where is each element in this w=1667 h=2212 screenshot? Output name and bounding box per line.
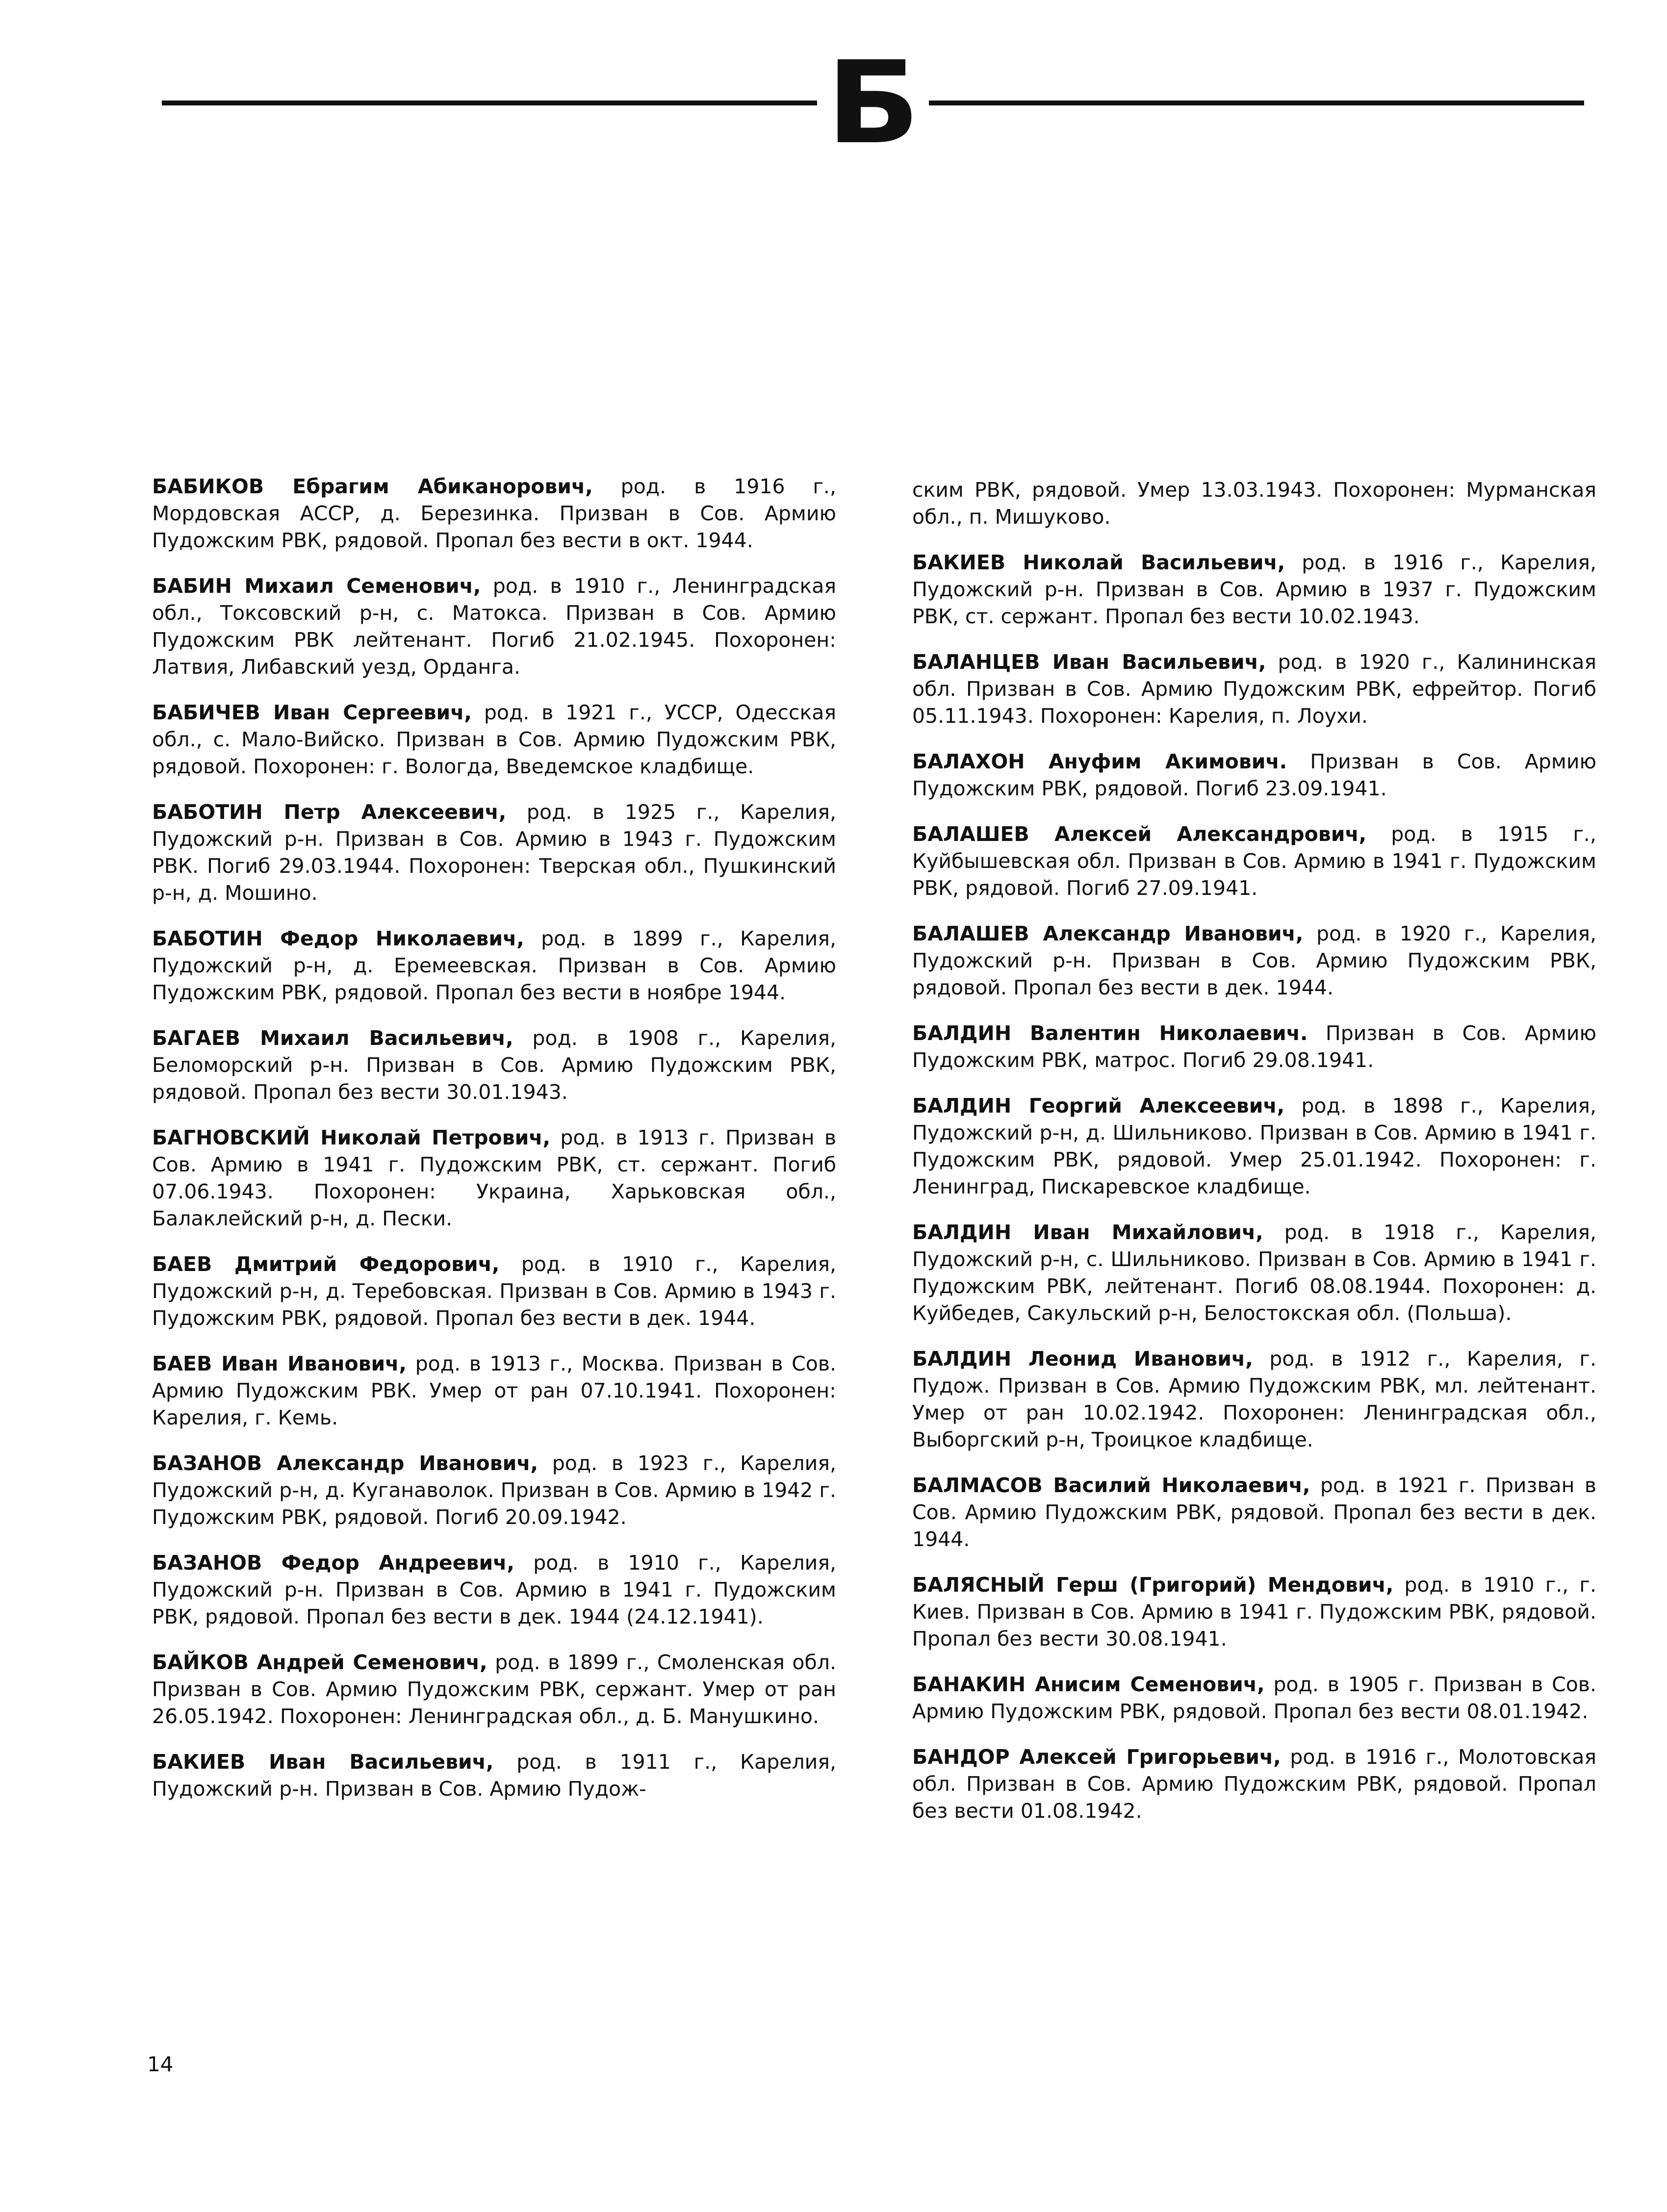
entry-name: БАБИН Михаил Семенович, <box>152 574 481 598</box>
entry <box>912 1472 1596 1553</box>
entry-name: БАЛАНЦЕВ Иван Васильевич, <box>912 650 1266 674</box>
entry <box>912 920 1596 1001</box>
entry <box>912 821 1596 902</box>
entry-name: БАЗАНОВ Александр Иванович, <box>152 1451 539 1475</box>
entry <box>152 699 836 780</box>
entry-text: род. в 1908 г., Карелия, Беломорский р-н. Призван в Сов. Армию Пудожским РВК, рядовой. Пропал без вести 30.01.1943. <box>152 1026 836 1104</box>
entry-name: БАБИЧЕВ Иван Сергеевич, <box>152 701 472 724</box>
entry-name: БАЛДИН Иван Михайлович, <box>912 1220 1263 1244</box>
entry-text: род. в 1913 г., Москва. Призван в Сов. Армию Пудожским РВК. Умер от ран 07.10.1941. Похоронен: Карелия, г. Кемь. <box>152 1352 837 1429</box>
entry-text: род. в 1910 г., Ленинградская обл., Токсовский р-н, с. Матокса. Призван в Сов. Армию Пудожским РВК лейтенант. Погиб 21.02.1945. Похоронен: Латвия, Либавский уезд, Орданга. <box>152 574 836 679</box>
entry-name: БАЛАШЕВ Алексей Александрович, <box>912 822 1367 846</box>
entry-text: род. в 1921 г. Призван в Сов. Армию Пудожским РВК, рядовой. Пропал без вести в дек. 1944. <box>912 1474 1597 1551</box>
entry-name: БАЛАХОН Ануфим Акимович. <box>912 750 1287 773</box>
entry <box>912 1671 1596 1725</box>
entry <box>152 1450 836 1531</box>
entry-text: род. в 1910 г., Карелия, Пудожский р-н, д. Теребовская. Призван в Сов. Армию в 1943 г. Пудожским РВК, рядовой. Пропал без вести в дек. 1944. <box>152 1252 836 1330</box>
header-rule-left <box>162 101 817 105</box>
entry-name: БАЕВ Дмитрий Федорович, <box>152 1252 500 1276</box>
entry-text: Призван в Сов. Армию Пудожским РВК, рядовой. Погиб 23.09.1941. <box>912 750 1596 800</box>
header-rule-right <box>929 101 1584 105</box>
left-column <box>152 473 836 1821</box>
entry-name: БАНДОР Алексей Григорьевич, <box>912 1745 1281 1769</box>
entry-text: род. в 1920 г., Калининская обл. Призван в Сов. Армию Пудожским РВК, ефрейтор. Погиб 05.11.1943. Похоронен: Карелия, п. Лоухи. <box>912 650 1596 728</box>
section-letter: Б <box>826 37 920 169</box>
entry <box>152 1025 836 1106</box>
entry <box>152 799 836 907</box>
page-number: 14 <box>147 2052 174 2076</box>
entry-text: род. в 1905 г. Призван в Сов. Армию Пудожским РВК, рядовой. Пропал без вести 08.01.1942. <box>912 1673 1596 1723</box>
entry-name: БАЙКОВ Андрей Семенович, <box>152 1651 487 1674</box>
entry <box>912 549 1596 630</box>
entry-name: БАКИЕВ Иван Васильевич, <box>152 1750 494 1774</box>
entry-text: род. в 1911 г., Карелия, Пудожский р-н. Призван в Сов. Армию Пудож- <box>152 1750 836 1801</box>
entry-text: род. в 1912 г., Карелия, г. Пудож. Призван в Сов. Армию Пудожским РВК, мл. лейтенант. Умер от ран 10.02.1942. Похоронен: Ленинградская обл., Выборгский р-н, Троицкое кладбище. <box>912 1347 1596 1451</box>
entry-continuation: ским РВК, рядовой. Умер 13.03.1943. Похоронен: Мурманская обл., п. Мишуково. <box>912 478 1596 529</box>
entry-text: род. в 1916 г., Молотовская обл. Призван в Сов. Армию Пудожским РВК, рядовой. Пропал без вести 01.08.1942. <box>912 1745 1596 1823</box>
entry <box>912 1093 1596 1200</box>
entry-text: род. в 1910 г., Карелия, Пудожский р-н. Призван в Сов. Армию в 1941 г. Пудожским РВК, рядовой. Пропал без вести в дек. 1944 (24.12.1941). <box>152 1551 836 1628</box>
entry-name: БАЛАШЕВ Александр Иванович, <box>912 922 1304 945</box>
entry <box>152 1251 836 1332</box>
entry <box>912 1219 1596 1327</box>
entry-name: БАЛМАСОВ Василий Николаевич, <box>912 1474 1310 1497</box>
entry <box>152 573 836 681</box>
entry-text: род. в 1916 г., Мордовская АССР, д. Березинка. Призван в Сов. Армию Пудожским РВК, рядовой. Пропал без вести в окт. 1944. <box>152 475 836 552</box>
section-header <box>162 37 1584 169</box>
entry-name: БАЗАНОВ Федор Андреевич, <box>152 1551 514 1575</box>
entry <box>152 925 836 1006</box>
entry-text: род. в 1916 г., Карелия, Пудожский р-н. Призван в Сов. Армию в 1937 г. Пудожским РВК, ст. сержант. Пропал без вести 10.02.1943. <box>912 551 1596 628</box>
entry <box>912 1572 1596 1653</box>
entry <box>152 1124 836 1232</box>
entry-name: БАЕВ Иван Иванович, <box>152 1352 407 1375</box>
entry-name: БАКИЕВ Николай Васильевич, <box>912 551 1285 574</box>
entry-text: род. в 1925 г., Карелия, Пудожский р-н. Призван в Сов. Армию в 1943 г. Пудожским РВК. Погиб 29.03.1944. Похоронен: Тверская обл., Пушкинский р-н, д. Мошино. <box>152 800 837 905</box>
entry-name: БАЛДИН Валентин Николаевич. <box>912 1021 1308 1045</box>
entry-name: БАЛДИН Георгий Алексеевич, <box>912 1094 1285 1118</box>
right-column <box>912 477 1596 1843</box>
entry-text: род. в 1915 г., Куйбышевская обл. Призван в Сов. Армию в 1941 г. Пудожским РВК, рядовой. Погиб 27.09.1941. <box>912 822 1596 900</box>
entry-text: род. в 1921 г., УССР, Одесская обл., с. Мало-Вийско. Призван в Сов. Армию Пудожским РВК, рядовой. Похоронен: г. Вологда, Введемское кладбище. <box>152 701 836 778</box>
entry-name: БАБОТИН Федор Николаевич, <box>152 927 524 950</box>
entry-text: род. в 1910 г., г. Киев. Призван в Сов. Армию в 1941 г. Пудожским РВК, рядовой. Пропал без вести 30.08.1941. <box>912 1573 1596 1651</box>
entry <box>912 649 1596 730</box>
entry-name: БАБОТИН Петр Алексеевич, <box>152 800 507 824</box>
entry <box>152 1749 836 1803</box>
entry <box>912 748 1596 802</box>
entry <box>912 1744 1596 1825</box>
entry-name: БАЛЯСНЫЙ Герш (Григорий) Мендович, <box>912 1573 1394 1597</box>
entry <box>152 1350 836 1431</box>
entry-name: БАНАКИН Анисим Семенович, <box>912 1673 1265 1696</box>
entry <box>152 1649 836 1730</box>
entry-text: род. в 1923 г., Карелия, Пудожский р-н, д. Куганаволок. Призван в Сов. Армию в 1942 г. Пудожским РВК, рядовой. Погиб 20.09.1942. <box>152 1451 837 1529</box>
entry-name: БАГАЕВ Михаил Васильевич, <box>152 1026 513 1050</box>
entry-text: род. в 1913 г. Призван в Сов. Армию в 1941 г. Пудожским РВК, ст. сержант. Погиб 07.06.1943. Похоронен: Украина, Харьковская обл., Балаклейский р-н, д. Пески. <box>152 1126 837 1230</box>
entry <box>152 473 836 554</box>
entry-text: род. в 1899 г., Смоленская обл. Призван в Сов. Армию Пудожским РВК, сержант. Умер от ран 26.05.1942. Похоронен: Ленинградская обл., д. Б. Манушкино. <box>152 1651 836 1728</box>
entry-text: Призван в Сов. Армию Пудожским РВК, матрос. Погиб 29.08.1941. <box>912 1021 1596 1072</box>
entry <box>912 1346 1596 1453</box>
entry <box>152 1550 836 1630</box>
entry-name: БАБИКОВ Ебрагим Абиканорович, <box>152 475 593 498</box>
entry-name: БАЛДИН Леонид Иванович, <box>912 1347 1253 1371</box>
entry-text: род. в 1899 г., Карелия, Пудожский р-н, д. Еремеевская. Призван в Сов. Армию Пудожским РВК, рядовой. Пропал без вести в ноябре 1944. <box>152 927 836 1004</box>
entry-name: БАГНОВСКИЙ Николай Петрович, <box>152 1126 551 1149</box>
entry-text: род. в 1920 г., Карелия, Пудожский р-н. Призван в Сов. Армию Пудожским РВК, рядовой. Пропал без вести в дек. 1944. <box>912 922 1596 999</box>
entry-text: род. в 1918 г., Карелия, Пудожский р-н, с. Шильниково. Призван в Сов. Армию в 1941 г. Пудожским РВК, лейтенант. Погиб 08.08.1944. Похоронен: д. Куйбедев, Сакульский р-н, Белостокская обл. (Польша). <box>912 1220 1596 1325</box>
entry <box>912 1020 1596 1074</box>
entry-text: род. в 1898 г., Карелия, Пудожский р-н, д. Шильниково. Призван в Сов. Армию в 1941 г. Пудожским РВК, рядовой. Умер 25.01.1942. Похоронен: г. Ленинград, Пискаревское кладбище. <box>912 1094 1596 1198</box>
